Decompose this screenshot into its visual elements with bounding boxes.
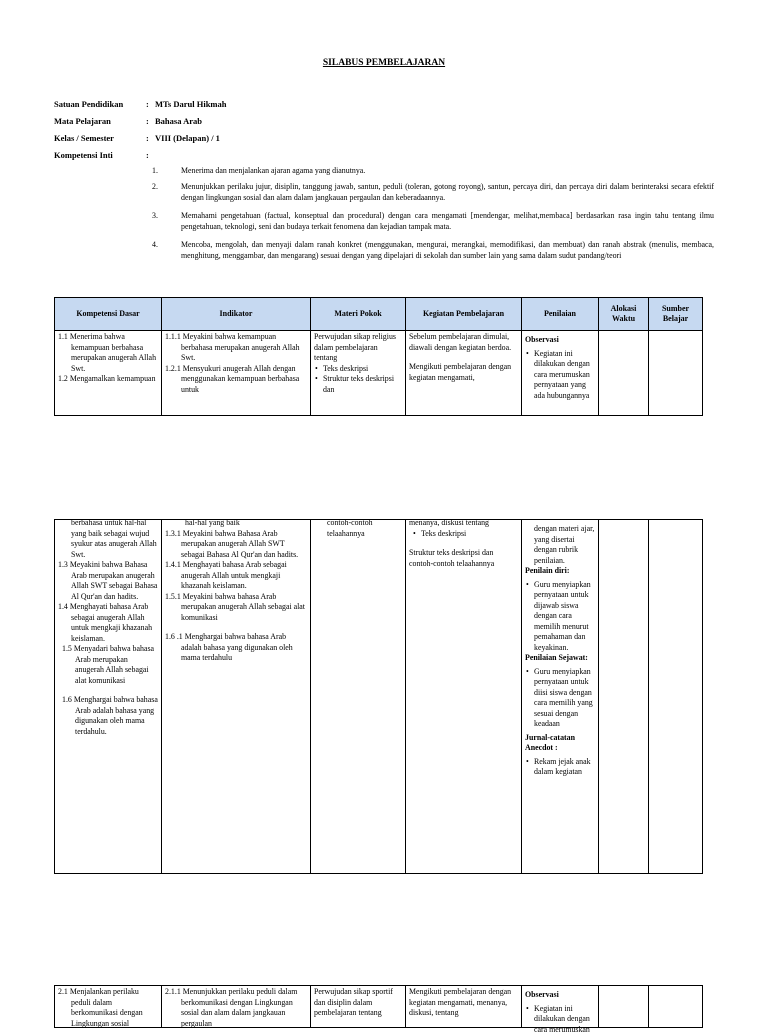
cell-indikator bbox=[162, 331, 311, 416]
materi-bullet: • Teks deskripsi bbox=[314, 364, 402, 375]
indikator-item: 1.2.1 Mensyukuri anugerah Allah dengan menggunakan kemampuan berbahasa untuk bbox=[165, 364, 307, 396]
syllabus-table-2 bbox=[54, 519, 703, 874]
identity-value: VIII (Delapan) / 1 bbox=[155, 133, 220, 143]
cell-alokasi bbox=[599, 986, 649, 1028]
cell-sumber bbox=[649, 986, 703, 1028]
cell-penilaian bbox=[522, 986, 599, 1028]
header-sumber-belajar: Sumber Belajar bbox=[649, 298, 703, 331]
header-alokasi-waktu: Alokasi Waktu bbox=[599, 298, 649, 331]
kegiatan-text: Mengikuti pembelajaran dengan kegiatan mengamati, bbox=[409, 362, 518, 383]
ki-text: Menunjukkan perilaku jujur, disiplin, tanggung jawab, santun, peduli (toleran, gotong royong), santun, percaya diri, dan percaya diri dalam berinteraksi secara efektif dengan lingkungan sosial dan alam dalam jangkauan pergaulan dan keberadaannya. bbox=[181, 182, 714, 204]
cell-indikator bbox=[162, 520, 311, 874]
ki-number: 4. bbox=[152, 240, 158, 251]
indikator-item: 1.6 .1 Menghargai bahwa bahasa Arab adalah bahasa yang digunakan oleh mama terdahulu bbox=[165, 632, 307, 664]
materi-text: Perwujudan sikap sportif dan disiplin dalam pembelajaran tentang bbox=[314, 987, 402, 1023]
kd-item: 1.2 Mengamalkan kemampuan bbox=[58, 374, 158, 385]
kegiatan-text: Sebelum pembelajaran dimulai, diawali dengan kegiatan berdoa. bbox=[409, 332, 518, 353]
cell-kd bbox=[55, 986, 162, 1028]
cell-penilaian bbox=[522, 520, 599, 874]
header-kegiatan: Kegiatan Pembelajaran bbox=[406, 298, 522, 331]
indikator-item: 1.1.1 Meyakini bahwa kemampuan berbahasa merupakan anugerah Allah Swt. bbox=[165, 332, 307, 364]
colon: : bbox=[146, 116, 149, 126]
cell-materi bbox=[311, 331, 406, 416]
indikator-continued: hal-hal yang baik bbox=[165, 518, 307, 529]
colon: : bbox=[146, 99, 149, 109]
indikator-item: 1.5.1 Meyakini bahwa bahasa Arab merupakan anugerah Allah sebagai alat komunikasi bbox=[165, 592, 307, 624]
table-row bbox=[55, 331, 703, 416]
cell-kd bbox=[55, 520, 162, 874]
penilaian-heading: Penilaian Sejawat: bbox=[525, 653, 595, 664]
penilaian-bullet: • Guru menyiapkan pernyataan untuk diisi siswa dengan cara memilih yang sesuai dengan keadaan bbox=[525, 667, 595, 730]
kd-continued: berbahasa untuk hal-hal yang baik sebagai wujud syukur atas anugerah Allah Swt. bbox=[58, 518, 158, 560]
ki-number: 1. bbox=[152, 166, 158, 177]
identity-value: MTs Darul Hikmah bbox=[155, 99, 226, 109]
ki-text: Menerima dan menjalankan ajaran agama yang dianutnya. bbox=[181, 166, 714, 177]
penilaian-bullet: • Kegiatan ini dilakukan dengan cara merumuskan pernyataan yang ada hubungannya bbox=[525, 349, 595, 402]
page-title: SILABUS PEMBELAJARAN bbox=[0, 58, 768, 68]
materi-intro: Perwujudan sikap religius dalam pembelajaran tentang bbox=[314, 332, 402, 364]
ki-item-1 bbox=[152, 166, 714, 178]
cell-kegiatan bbox=[406, 986, 522, 1028]
ki-number: 3. bbox=[152, 211, 158, 222]
identity-label: Kompetensi Inti bbox=[54, 150, 144, 160]
identity-value: Bahasa Arab bbox=[155, 116, 202, 126]
identity-label: Kelas / Semester bbox=[54, 133, 144, 143]
table-row bbox=[55, 520, 703, 874]
kd-item: 1.5 Menyadari bahwa bahasa Arab merupakan anugerah Allah sebagai alat komunikasi bbox=[62, 644, 158, 686]
penilaian-bullet: • Rekam jejak anak dalam kegiatan bbox=[525, 757, 595, 778]
cell-alokasi bbox=[599, 520, 649, 874]
materi-continued: contoh-contoh telaahannya bbox=[314, 518, 402, 866]
ki-item-4 bbox=[152, 240, 714, 276]
kd-item: 1.3 Meyakini bahwa Bahasa Arab merupakan anugerah Allah SWT sebagai Bahasa Al Qur'an dan hadits. bbox=[58, 560, 158, 602]
syllabus-table-1 bbox=[54, 297, 703, 416]
kd-item: 1.1 Menerima bahwa kemampuan berbahasa merupakan anugerah Allah Swt. bbox=[58, 332, 158, 374]
kegiatan-continued: menanya, diskusi tentang bbox=[409, 518, 518, 529]
materi-bullet: • Struktur teks deskripsi dan bbox=[314, 374, 402, 395]
cell-alokasi bbox=[599, 331, 649, 416]
header-penilaian: Penilaian bbox=[522, 298, 599, 331]
colon: : bbox=[146, 150, 149, 160]
ki-item-3 bbox=[152, 211, 714, 235]
penilaian-heading: Observasi bbox=[525, 990, 595, 1001]
penilaian-heading: Penilain diri: bbox=[525, 566, 595, 577]
penilaian-continued: dengan materi ajar, yang disertai dengan rubrik penilaian. bbox=[525, 524, 595, 566]
cell-sumber bbox=[649, 331, 703, 416]
header-indikator: Indikator bbox=[162, 298, 311, 331]
penilaian-bullet: • Kegiatan ini dilakukan dengan cara merumuskan bbox=[525, 1004, 595, 1035]
ki-text: Mencoba, mengolah, dan menyaji dalam ranah konkret (menggunakan, mengurai, merangkai, memodifikasi, dan membuat) dan ranah abstrak (menulis, membaca, menghitung, menggambar, dan mengarang) sesuai dengan yang dipelajari di sekolah dan sumber lain yang sama dalam sudut pandang/teori bbox=[181, 240, 714, 262]
cell-sumber bbox=[649, 520, 703, 874]
identity-label: Mata Pelajaran bbox=[54, 116, 144, 126]
table-header-row bbox=[55, 298, 703, 331]
kegiatan-bullet: • Teks deskripsi bbox=[412, 529, 518, 540]
penilaian-heading: Jurnal-catatan Anecdot : bbox=[525, 733, 595, 754]
cell-kegiatan bbox=[406, 520, 522, 874]
cell-materi bbox=[311, 986, 406, 1028]
kd-item: 1.6 Menghargai bahwa bahasa Arab adalah bahasa yang digunakan oleh mama terdahulu. bbox=[62, 695, 158, 737]
header-materi-pokok: Materi Pokok bbox=[311, 298, 406, 331]
header-kompetensi-dasar: Kompetensi Dasar bbox=[55, 298, 162, 331]
indikator-item: 1.4.1 Menghayati bahasa Arab sebagai anugerah Allah untuk mengkaji khazanah keislaman. bbox=[165, 560, 307, 592]
kd-item: 1.4 Menghayati bahasa Arab sebagai anugerah Allah untuk mengkaji khazanah keislaman. bbox=[58, 602, 158, 644]
indikator-item: 2.1.1 Menunjukkan perilaku peduli dalam berkomunikasi dengan Lingkungan sosial dan alam dalam jangkauan pergaulan bbox=[165, 987, 307, 1023]
table-row bbox=[55, 986, 703, 1028]
kegiatan-text: Mengikuti pembelajaran dengan kegiatan mengamati, menanya, diskusi, tentang bbox=[409, 987, 518, 1023]
identity-label: Satuan Pendidikan bbox=[54, 99, 144, 109]
cell-kd bbox=[55, 331, 162, 416]
kegiatan-text: Struktur teks deskripsi dan contoh-contoh telaahannya bbox=[409, 548, 518, 569]
ki-item-2 bbox=[152, 182, 714, 206]
colon: : bbox=[146, 133, 149, 143]
penilaian-heading: Observasi bbox=[525, 335, 595, 346]
cell-kegiatan bbox=[406, 331, 522, 416]
syllabus-table-3 bbox=[54, 985, 703, 1028]
ki-number: 2. bbox=[152, 182, 158, 193]
cell-penilaian bbox=[522, 331, 599, 416]
indikator-item: 1.3.1 Meyakini bahwa Bahasa Arab merupakan anugerah Allah SWT sebagai Bahasa Al Qur'an dan hadits. bbox=[165, 529, 307, 561]
ki-text: Memahami pengetahuan (factual, konseptual dan procedural) dengan cara mengamati [mendengar, melihat,membaca] berdasarkan rasa ingin tahu tentang ilmu pengetahuan, teknologi, seni dan budaya terkait fenomena dan kejadian tampak mata. bbox=[181, 211, 714, 233]
cell-indikator bbox=[162, 986, 311, 1028]
kd-item: 2.1 Menjalankan perilaku peduli dalam berkomunikasi dengan Lingkungan sosial bbox=[58, 987, 158, 1023]
cell-materi bbox=[311, 520, 406, 874]
penilaian-bullet: • Guru menyiapkan pernyataan untuk dijawab siswa dengan cara memilih menurut pemahaman dan keyakinan. bbox=[525, 580, 595, 654]
